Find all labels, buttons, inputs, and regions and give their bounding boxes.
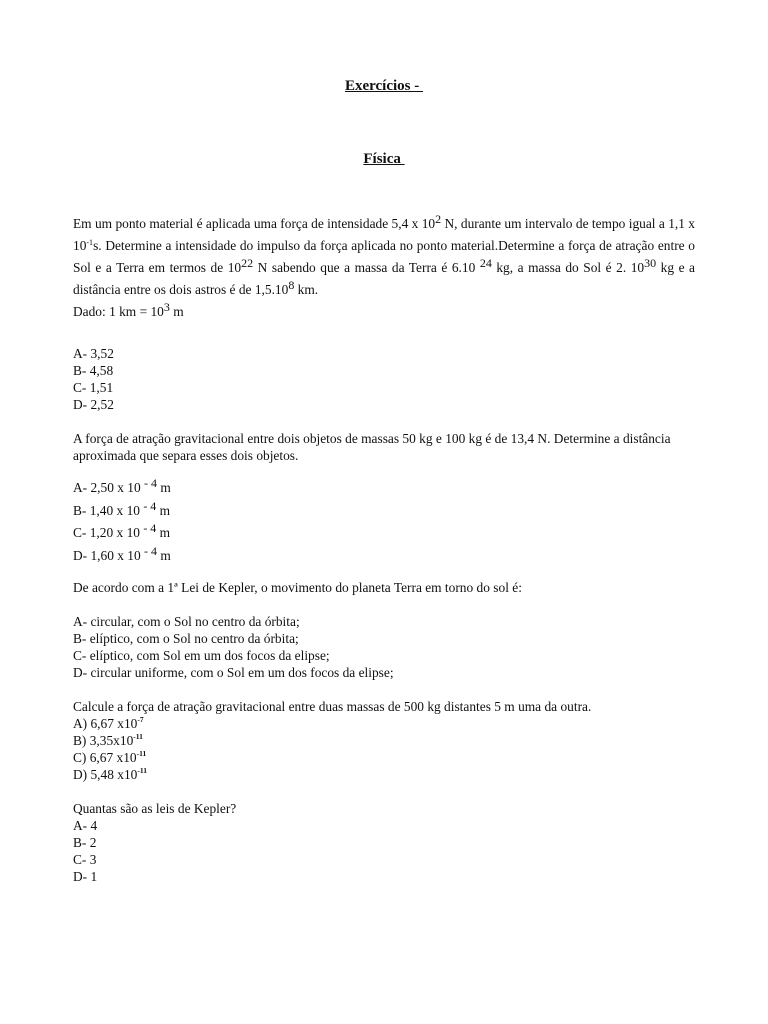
question-3-option-a: A- circular, com o Sol no centro da órbita; — [73, 614, 300, 629]
question-5-option-c: C- 3 — [73, 852, 97, 867]
question-2-option-c: C- 1,20 x 10 $^{- 4}$ m — [73, 521, 171, 540]
question-3-text: De acordo com a 1ª Lei de Kepler, o movimento do planeta Terra em torno do sol é: — [73, 580, 522, 595]
document-subtitle: Física — [363, 151, 405, 167]
question-1-text: Em um ponto material é aplicada uma força de intensidade 5,4 x $10^2$ N, durante um intervalo de tempo igual a 1,1 x $10^{-1}s$. Determine a intensidade do impulso da força aplicada no ponto material.Determine a força de atração entre o Sol e a Terra em termos de $10^{22}$ N sabendo que a massa da Terra é 6.10 $^{24}$ kg, a massa do Sol é 2. $10^{30}$ kg e a distância entre os dois astros é de 1,5.10$^8$ km. — [73, 212, 695, 297]
question-2-text: A força de atração gravitacional entre dois objetos de massas 50 kg e 100 kg é de 13,4 N. Determine a distância aproximada que separa esses dois objetos. — [73, 431, 671, 463]
question-2-option-d: D- 1,60 x 10 $^{- 4}$ m — [73, 543, 171, 563]
question-1-option-d: D- 2,52 — [73, 397, 114, 412]
question-3-option-c: C- elíptico, com Sol em um dos focos da elipse; — [73, 648, 330, 663]
question-4-option-c: C) 6,67 $x10^{-11}$ — [73, 749, 147, 765]
document-title: Exercícios - — [344, 78, 424, 94]
question-1-option-a: A- 3,52 — [73, 346, 114, 361]
question-3-option-d: D- circular uniforme, com o Sol em um dos focos da elipse; — [73, 665, 394, 680]
document-body — [73, 213, 695, 885]
question-1-option-b: B- 4,58 — [73, 363, 114, 378]
question-4-option-b: B) $3,35x10^{-11}$ — [73, 732, 143, 748]
question-5-option-b: B- 2 — [73, 835, 97, 850]
question-2-option-b: B- 1,40 x 10 $^{- 4}$ m — [73, 498, 171, 518]
question-4-option-d: D) 5,48 $x10^{-11}$ — [73, 766, 147, 782]
question-2-option-a: A- 2,50 x 10 $^{- 4}$ m — [73, 476, 171, 495]
question-3-option-b: B- elíptico, com o Sol no centro da órbita; — [73, 631, 299, 646]
question-4-text: Calcule a força de atração gravitacional entre duas massas de 500 kg distantes 5 m uma da outra. — [73, 699, 592, 714]
question-1-option-c: C- 1,51 — [73, 380, 114, 395]
question-1-given: Dado: 1 km = $10^3$ m — [73, 300, 184, 319]
question-5-option-d: D- 1 — [73, 869, 98, 884]
question-5-text: Quantas são as leis de Kepler? — [73, 801, 237, 816]
question-5-option-a: A- 4 — [73, 818, 98, 833]
question-4-option-a: A) 6,67 $x10^{-7}$ — [73, 715, 144, 731]
